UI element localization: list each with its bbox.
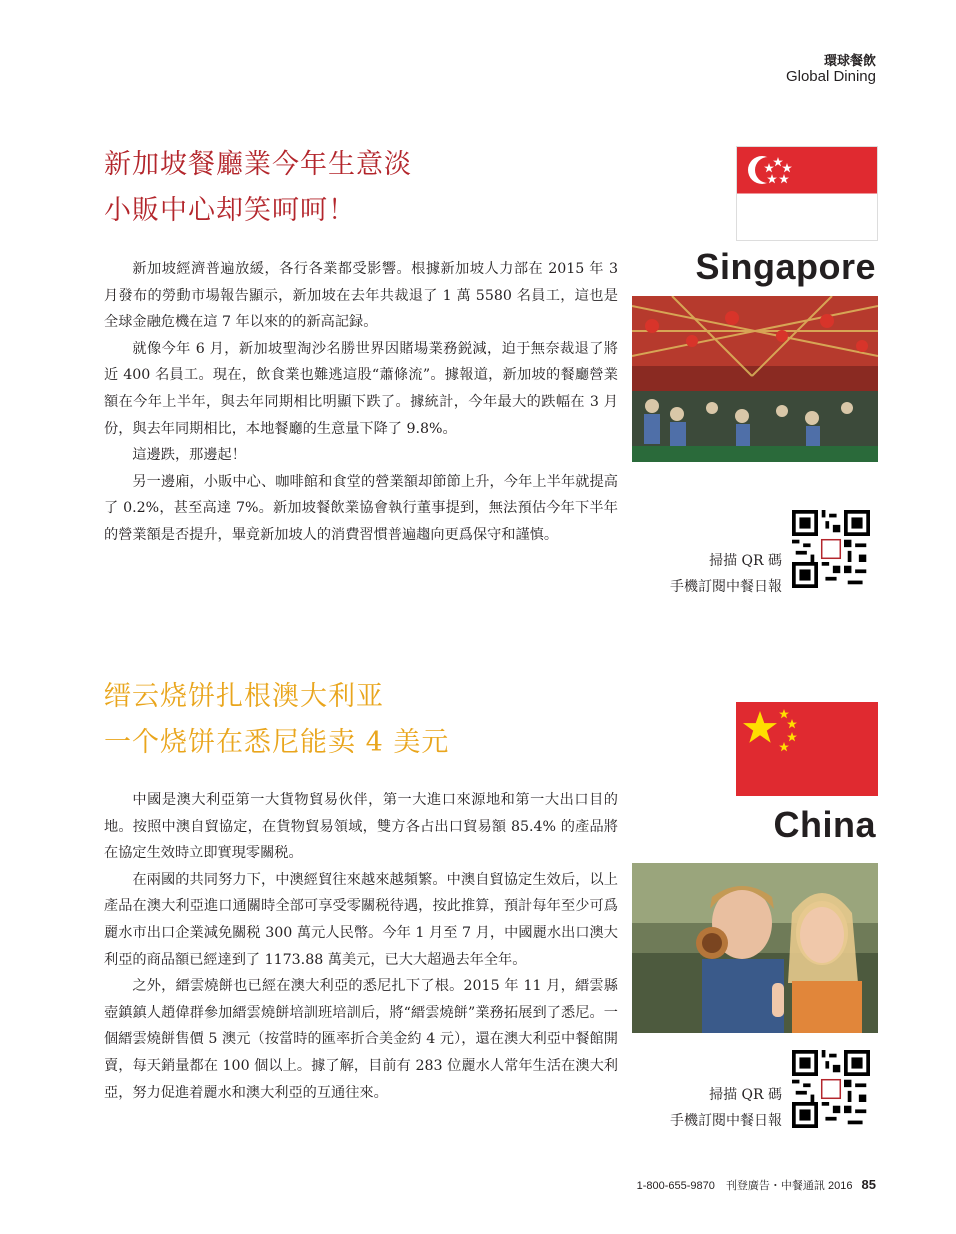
qr-caption-line2: 手機訂閱中餐日報: [670, 579, 782, 595]
qr-code-icon[interactable]: [792, 1050, 870, 1128]
hawker-centre-photo: [632, 296, 878, 462]
qr-caption-line1: 掃描 QR 碼: [709, 553, 782, 569]
singapore-qr-caption: [642, 548, 782, 600]
singapore-headline: [104, 142, 412, 234]
paragraph: 在兩國的共同努力下，中澳經貿往來越來越頻繁。中澳自貿協定生效后，以上產品在澳大利亞進口通關時全部可享受零關税待遇，按此推算，預計每年至少可爲麗水市出口企業減免關税 300 萬元人民幣。今年 1 月至 7 月，中國麗水出口澳大利亞的商品額已經達到了 1173.88 萬美元，已大大超過去年全年。: [104, 871, 618, 968]
china-qr-caption: [642, 1082, 782, 1134]
china-flag: [736, 702, 878, 796]
paragraph: 就像今年 6 月，新加坡聖淘沙名勝世界因賭場業務鋭減，迫于無奈裁退了將近 400 名員工。現在，飲食業也難逃這股“蕭條流”。據報道，新加坡的餐廳營業額在今年上半年，與去年同期相比明顯下跌了。據統計，今年最大的跌幅在 3 月份，與去年同期相比，本地餐廳的生意量下降了 9.8%。: [104, 340, 618, 437]
page-number: 85: [861, 1177, 876, 1192]
people-eating-shaobing-photo: [632, 863, 878, 1033]
page-footer: [637, 1177, 876, 1193]
qr-code-icon[interactable]: [792, 510, 870, 588]
section-title-cn: 環球餐飲: [823, 54, 876, 69]
paragraph: 新加坡經濟普遍放緩，各行各業都受影響。根據新加坡人力部在 2015 年 3 月發布的勞動市場報告顯示，新加坡在去年共裁退了 1 萬 5580 名員工，這也是全球金融危機在這 7 年以來的的新高記録。: [104, 261, 618, 331]
singapore-article-body: [104, 256, 618, 549]
china-headline: [104, 674, 449, 766]
singapore-flag: [736, 146, 878, 241]
footer-phone: 1-800-655-9870: [636, 1180, 715, 1192]
singapore-headline-line2: 小販中心却笑呵呵！: [104, 195, 356, 226]
section-title-en: Global Dining: [785, 68, 876, 85]
china-headline-line2: 一个烧饼在悉尼能卖 4 美元: [104, 727, 450, 758]
china-article-body: [104, 787, 618, 1106]
qr-caption-line2: 手機訂閱中餐日報: [670, 1113, 782, 1129]
qr-caption-line1: 掃描 QR 碼: [709, 1087, 782, 1103]
country-label-singapore: Singapore: [695, 246, 876, 287]
paragraph: 之外，縉雲燒餅也已經在澳大利亞的悉尼扎下了根。2015 年 11 月，縉雲縣壺鎮鎮人趙偉群參加縉雲燒餅培訓班培訓后，將“縉雲燒餅”業務拓展到了悉尼。一個縉雲燒餅售價 5 澳元（按當時的匯率折合美金約 4 元），還在澳大利亞中餐館開賣，每天銷量都在 100 個以上。據了解，目前有 283 位麗水人常年生活在澳大利亞，努力促進着麗水和澳大利亞的互通往來。: [104, 978, 618, 1101]
singapore-headline-line1: 新加坡餐廳業今年生意淡: [104, 149, 412, 180]
paragraph: 中國是澳大利亞第一大貨物貿易伙伴，第一大進口來源地和第一大出口目的地。按照中澳自貿協定，在貨物貿易領域，雙方各占出口貿易額 85.4% 的產品將在協定生效時立即實現零關税。: [104, 792, 618, 862]
country-label-china: China: [773, 804, 876, 845]
paragraph: 另一邊廂，小販中心、咖啡館和食堂的營業額却節節上升，今年上半年就提高了 0.2%，甚至高達 7%。新加坡餐飲業協會執行董事提到，無法預估今年下半年的營業額是否提升，畢竟新加坡人的消費習慣普遍趨向更爲保守和謹慎。: [104, 473, 618, 543]
footer-publication: 刊登廣告・中餐通訊 2016: [725, 1180, 853, 1192]
paragraph: 這邊跌，那邊起！: [132, 447, 246, 464]
china-headline-line1: 缙云烧饼扎根澳大利亚: [104, 681, 384, 712]
